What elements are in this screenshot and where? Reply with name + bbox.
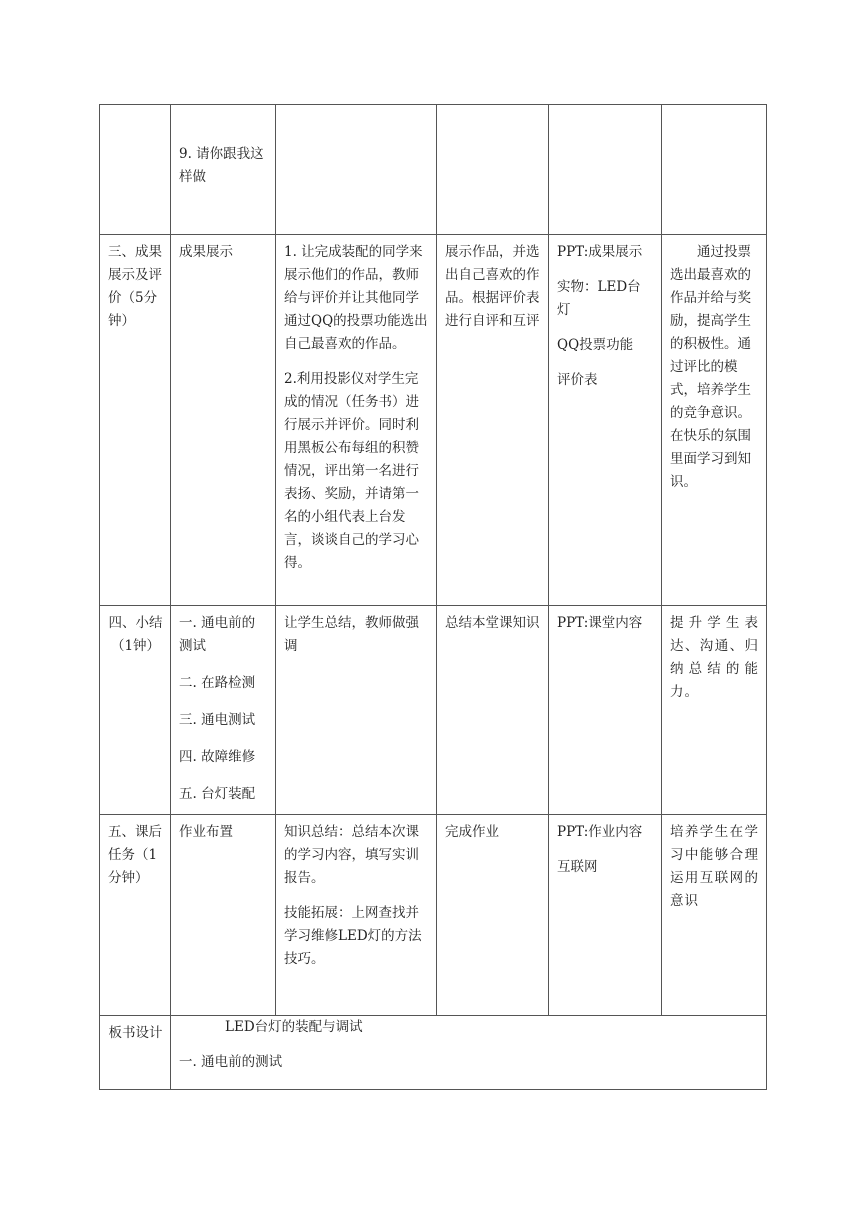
content-cell: 9. 请你跟我这样做	[171, 105, 276, 235]
board-design-row	[100, 1016, 767, 1090]
stage-cell: 四、小结（1钟）	[100, 606, 171, 815]
table-row	[100, 815, 767, 1016]
lesson-plan-table	[99, 104, 767, 1090]
stage-cell	[100, 105, 171, 235]
board-line: 一. 通电前的测试	[179, 1054, 283, 1070]
teacher-cell: 1. 让完成装配的同学来展示他们的作品，教师给与评价并让其他同学通过QQ的投票功能选出自己最喜欢的作品。 2.利用投影仪对学生完成的情况（任务书）进行展示并评价。同时利用黑板公布每组的积赞情况，评出第一名进行表扬、奖励，并请第一名的小组代表上台发言，谈谈自己的学习心得。	[276, 235, 437, 606]
teacher-cell: 知识总结：总结本次课的学习内容，填写实训报告。 技能拓展：上网查找并学习维修LED灯的方法技巧。	[276, 815, 437, 1016]
teacher-cell: 让学生总结，教师做强调	[276, 606, 437, 815]
media-cell: PPT:课堂内容	[549, 606, 662, 815]
media-cell	[549, 105, 662, 235]
board-content-cell	[171, 1016, 767, 1090]
board-label-cell: 板书设计	[100, 1016, 171, 1090]
content-cell: 一. 通电前的测试 二. 在路检测 三. 通电测试 四. 故障维修 五. 台灯装配	[171, 606, 276, 815]
table-row	[100, 606, 767, 815]
student-cell	[437, 105, 549, 235]
teacher-cell	[276, 105, 437, 235]
student-cell: 展示作品，并选出自己喜欢的作品。根据评价表进行自评和互评	[437, 235, 549, 606]
intent-cell: 提升学生表达、沟通、归纳总结的能力。	[662, 606, 767, 815]
table-row	[100, 105, 767, 235]
media-cell: PPT:作业内容 互联网	[549, 815, 662, 1016]
student-cell: 总结本堂课知识	[437, 606, 549, 815]
intent-cell	[662, 105, 767, 235]
intent-cell: 培养学生在学习中能够合理运用互联网的意识	[662, 815, 767, 1016]
student-cell: 完成作业	[437, 815, 549, 1016]
stage-cell: 三、成果展示及评价（5分钟）	[100, 235, 171, 606]
board-title: LED台灯的装配与调试	[225, 1019, 363, 1035]
content-cell: 作业布置	[171, 815, 276, 1016]
intent-cell: 通过投票选出最喜欢的作品并给与奖励，提高学生的积极性。通过评比的模式，培养学生的竞争意识。在快乐的氛围里面学习到知识。	[662, 235, 767, 606]
content-cell: 成果展示	[171, 235, 276, 606]
media-cell: PPT:成果展示 实物：LED台灯 QQ投票功能 评价表	[549, 235, 662, 606]
stage-cell: 五、课后任务（1分钟）	[100, 815, 171, 1016]
table-row	[100, 235, 767, 606]
